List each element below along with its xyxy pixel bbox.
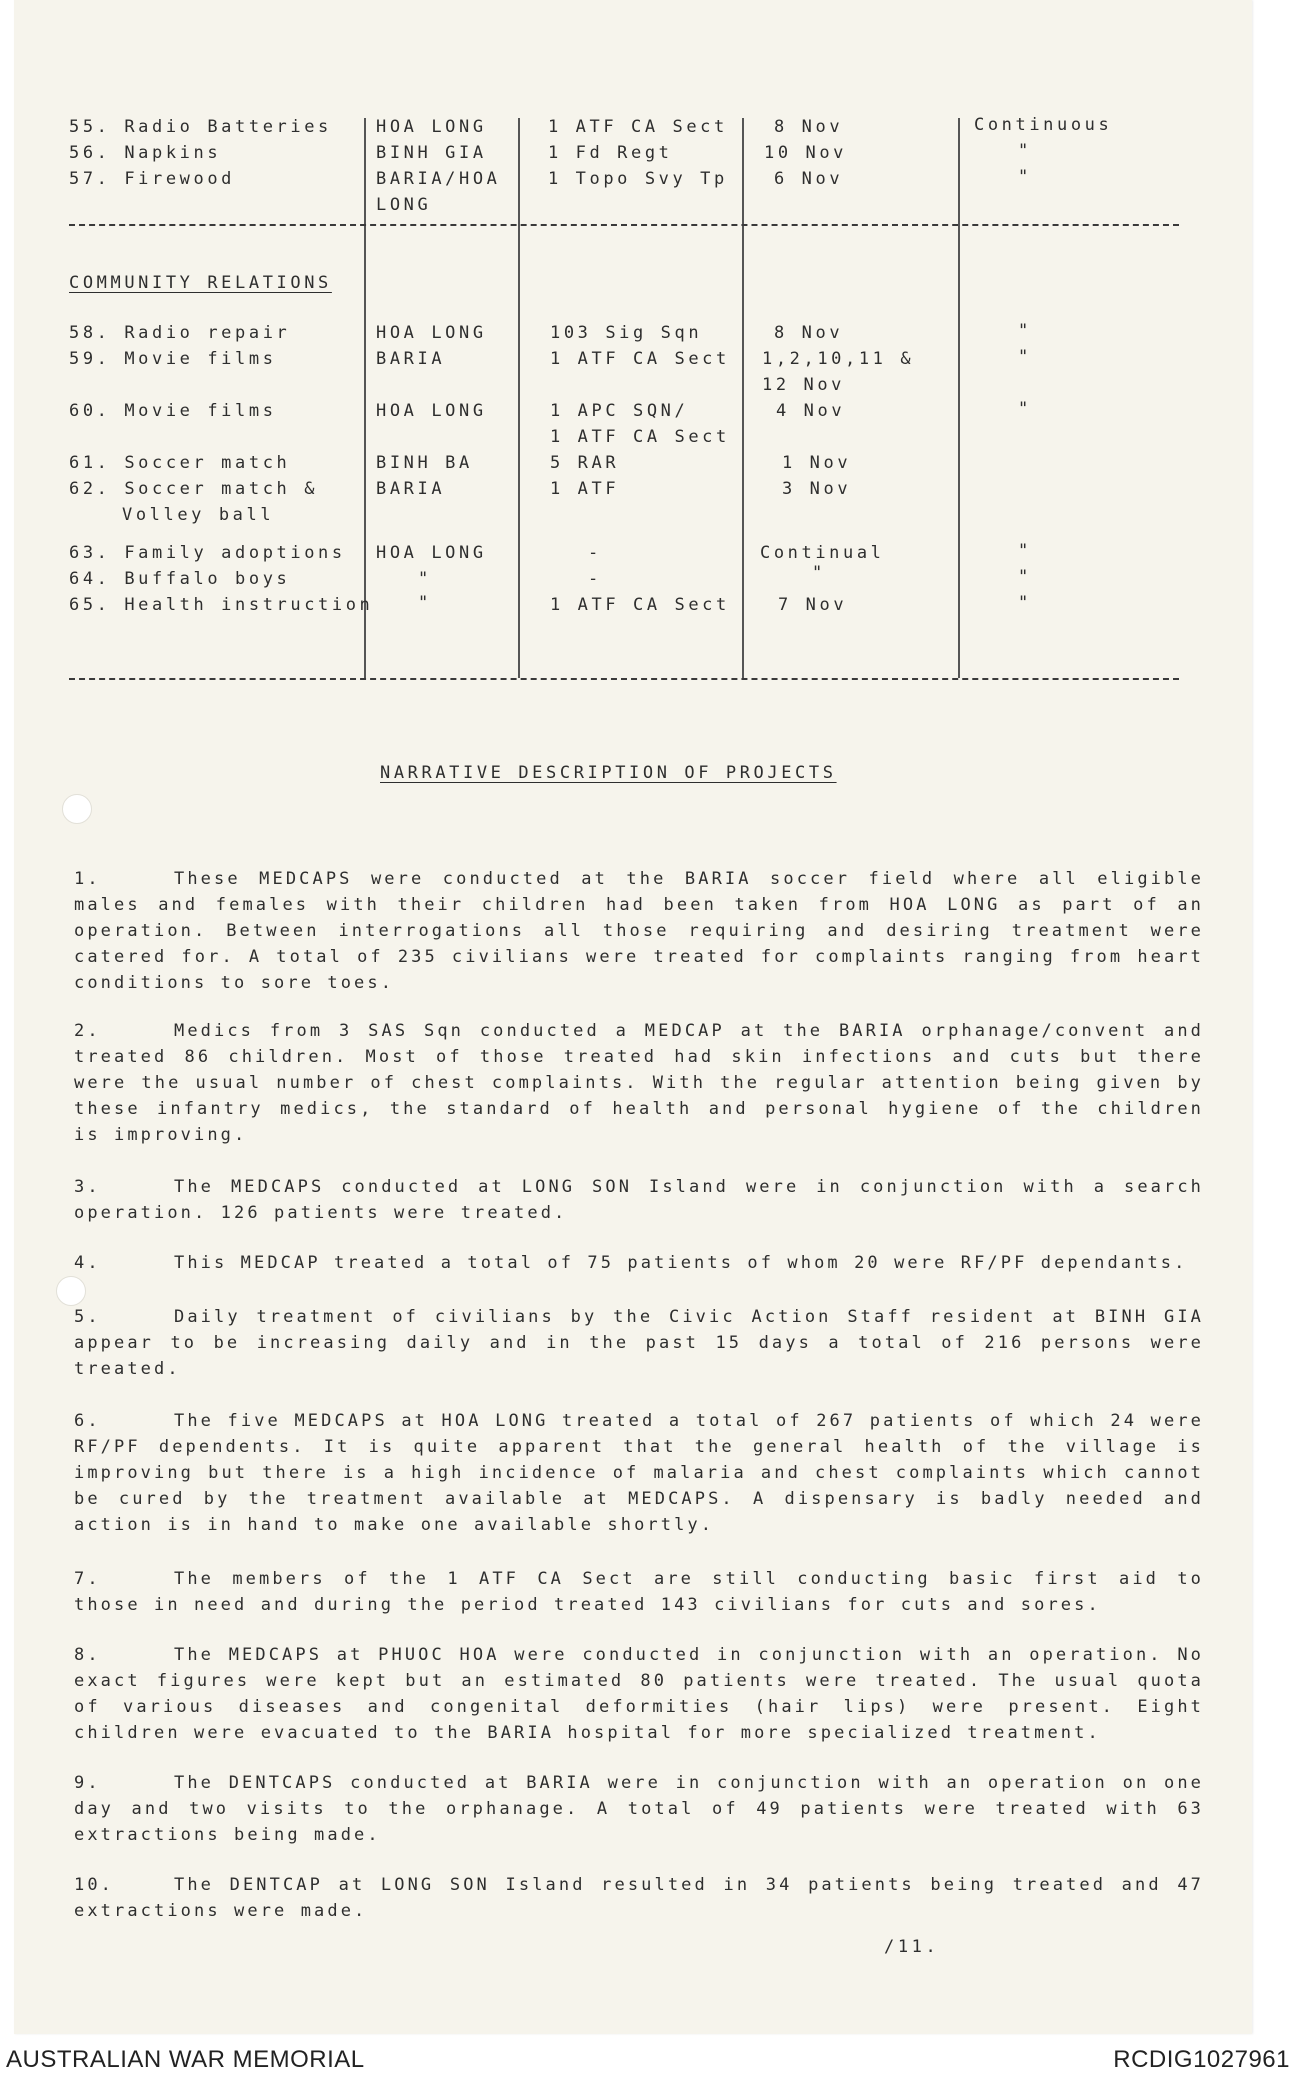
location-cell-cont: LONG <box>376 195 432 215</box>
remarks-cell: " <box>1018 593 1032 613</box>
remarks-cell: Continuous <box>974 115 1113 135</box>
narrative-paragraph <box>74 1018 1204 1148</box>
item-cell: 61. Soccer match <box>69 453 291 473</box>
unit-cell: 5 RAR <box>550 453 620 473</box>
location-cell: HOA LONG <box>376 543 487 563</box>
remarks-cell: " <box>1018 567 1032 587</box>
unit-cell: 1 Topo Svy Tp <box>548 169 728 189</box>
paragraph-number: 5. <box>74 1307 101 1327</box>
location-cell: HOA LONG <box>376 401 487 421</box>
narrative-paragraph <box>74 1408 1204 1538</box>
date-cell: 1 Nov <box>782 453 852 473</box>
paragraph-text: The members of the 1 ATF CA Sect are still conducting basic first aid to those in need and during the period treated 143 civilians for cuts and sores. <box>74 1569 1204 1615</box>
narrative-paragraph <box>74 1642 1204 1746</box>
date-cell: 8 Nov <box>774 117 844 137</box>
unit-cell: - <box>588 569 602 589</box>
item-cell: 58. Radio repair <box>69 323 291 343</box>
paragraph-text: The MEDCAPS conducted at LONG SON Island were in conjunction with a search operation. 126 patients were treated. <box>74 1177 1204 1223</box>
section-heading: COMMUNITY RELATIONS <box>69 273 332 293</box>
narrative-paragraph <box>74 1872 1204 1924</box>
date-cell: 4 Nov <box>776 401 846 421</box>
remarks-cell: " <box>1018 399 1032 419</box>
item-cell: 65. Health instruction <box>69 595 374 615</box>
location-cell: " <box>418 593 432 613</box>
remarks-cell: " <box>1018 141 1032 161</box>
paragraph-number: 1. <box>74 869 101 889</box>
paragraph-text: The five MEDCAPS at HOA LONG treated a total of 267 patients of which 24 were RF/PF dependents. It is quite apparent that the general health of the village is improving but there is a high incidence of malaria and chest complaints which cannot be cured by the treatment available at MEDCAPS. A dispensary is badly needed and action is in hand to make one available shortly. <box>74 1411 1204 1535</box>
paragraph-number: 2. <box>74 1021 101 1041</box>
paragraph-number: 6. <box>74 1411 101 1431</box>
unit-cell: 103 Sig Sqn <box>550 323 703 343</box>
location-cell: " <box>418 569 432 589</box>
item-cell: 63. Family adoptions <box>69 543 346 563</box>
date-cell-cont: 12 Nov <box>762 375 846 395</box>
location-cell: BINH GIA <box>376 143 487 163</box>
unit-cell: 1 ATF CA Sect <box>550 595 730 615</box>
date-cell: 6 Nov <box>774 169 844 189</box>
unit-cell: 1 APC SQN/ <box>550 401 689 421</box>
narrative-heading: NARRATIVE DESCRIPTION OF PROJECTS <box>380 763 837 783</box>
location-cell: BINH BA <box>376 453 473 473</box>
paragraph-number: 10. <box>74 1875 115 1895</box>
narrative-paragraph <box>74 1174 1204 1226</box>
paragraph-text: This MEDCAP treated a total of 75 patients of whom 20 were RF/PF dependants. <box>174 1253 1188 1273</box>
location-cell: HOA LONG <box>376 117 487 137</box>
item-cell-cont: Volley ball <box>122 505 275 525</box>
location-cell: BARIA/HOA <box>376 169 501 189</box>
unit-cell: 1 ATF CA Sect <box>550 349 730 369</box>
column-separator <box>742 118 744 678</box>
column-separator <box>518 118 520 678</box>
date-cell: 10 Nov <box>764 143 848 163</box>
unit-cell: 1 ATF CA Sect <box>548 117 728 137</box>
paragraph-number: 7. <box>74 1569 101 1589</box>
location-cell: HOA LONG <box>376 323 487 343</box>
paragraph-number: 4. <box>74 1253 101 1273</box>
date-cell: Continual <box>760 543 885 563</box>
item-cell: 57. Firewood <box>69 169 236 189</box>
paragraph-text: These MEDCAPS were conducted at the BARIA soccer field where all eligible males and females with their children had been taken from HOA LONG as part of an operation. Between interrogations all those requiring and desiring treatment were catered for. A total of 235 civilians were treated for complaints ranging from heart conditions to sore toes. <box>74 869 1204 993</box>
narrative-paragraph <box>74 866 1204 996</box>
paragraph-text: Medics from 3 SAS Sqn conducted a MEDCAP at the BARIA orphanage/convent and treated 86 children. Most of those treated had skin infections and cuts but there were the usual number of chest complaints. With the regular attention being given by these infantry medics, the standard of health and personal hygiene of the children is improving. <box>74 1021 1204 1145</box>
document-page <box>14 0 1252 2034</box>
unit-cell-cont: 1 ATF CA Sect <box>550 427 730 447</box>
remarks-cell: " <box>1018 167 1032 187</box>
narrative-paragraph <box>74 1250 1204 1276</box>
footer-right: RCDIG1027961 <box>1113 2046 1290 2073</box>
footer-left: AUSTRALIAN WAR MEMORIAL <box>6 2046 365 2073</box>
paragraph-number: 8. <box>74 1645 101 1665</box>
date-cell: 3 Nov <box>782 479 852 499</box>
location-cell: BARIA <box>376 349 446 369</box>
location-cell: BARIA <box>376 479 446 499</box>
item-cell: 56. Napkins <box>69 143 222 163</box>
paragraph-text: Daily treatment of civilians by the Civic Action Staff resident at BINH GIA appear to be increasing daily and in the past 15 days a total of 216 persons were treated. <box>74 1307 1204 1379</box>
column-separator <box>958 118 960 678</box>
item-cell: 59. Movie films <box>69 349 277 369</box>
punch-hole <box>56 1276 86 1306</box>
unit-cell: 1 ATF <box>550 479 620 499</box>
page-reference: /11. <box>884 1937 940 1957</box>
paragraph-number: 3. <box>74 1177 101 1197</box>
paragraph-text: The DENTCAP at LONG SON Island resulted in 34 patients being treated and 47 extractions were made. <box>74 1875 1204 1921</box>
table-divider <box>69 224 1179 226</box>
item-cell: 60. Movie films <box>69 401 277 421</box>
date-cell: 7 Nov <box>778 595 848 615</box>
unit-cell: - <box>588 543 602 563</box>
narrative-paragraph <box>74 1770 1204 1848</box>
remarks-cell: " <box>1018 321 1032 341</box>
punch-hole <box>62 794 92 824</box>
date-cell: 1,2,10,11 & <box>762 349 915 369</box>
remarks-cell: " <box>1018 347 1032 367</box>
date-cell: 8 Nov <box>774 323 844 343</box>
paragraph-number: 9. <box>74 1773 101 1793</box>
paragraph-text: The MEDCAPS at PHUOC HOA were conducted in conjunction with an operation. No exact figures were kept but an estimated 80 patients were treated. The usual quota of various diseases and congenital deformities (hair lips) were present. Eight children were evacuated to the BARIA hospital for more specialized treatment. <box>74 1645 1204 1743</box>
narrative-paragraph <box>74 1566 1204 1618</box>
unit-cell: 1 Fd Regt <box>548 143 673 163</box>
narrative-paragraph <box>74 1304 1204 1382</box>
date-cell: " <box>812 563 826 583</box>
item-cell: 64. Buffalo boys <box>69 569 291 589</box>
item-cell: 55. Radio Batteries <box>69 117 332 137</box>
item-cell: 62. Soccer match & <box>69 479 319 499</box>
remarks-cell: " <box>1018 541 1032 561</box>
table-divider <box>69 678 1179 680</box>
paragraph-text: The DENTCAPS conducted at BARIA were in conjunction with an operation on one day and two visits to the orphanage. A total of 49 patients were treated with 63 extractions being made. <box>74 1773 1204 1845</box>
